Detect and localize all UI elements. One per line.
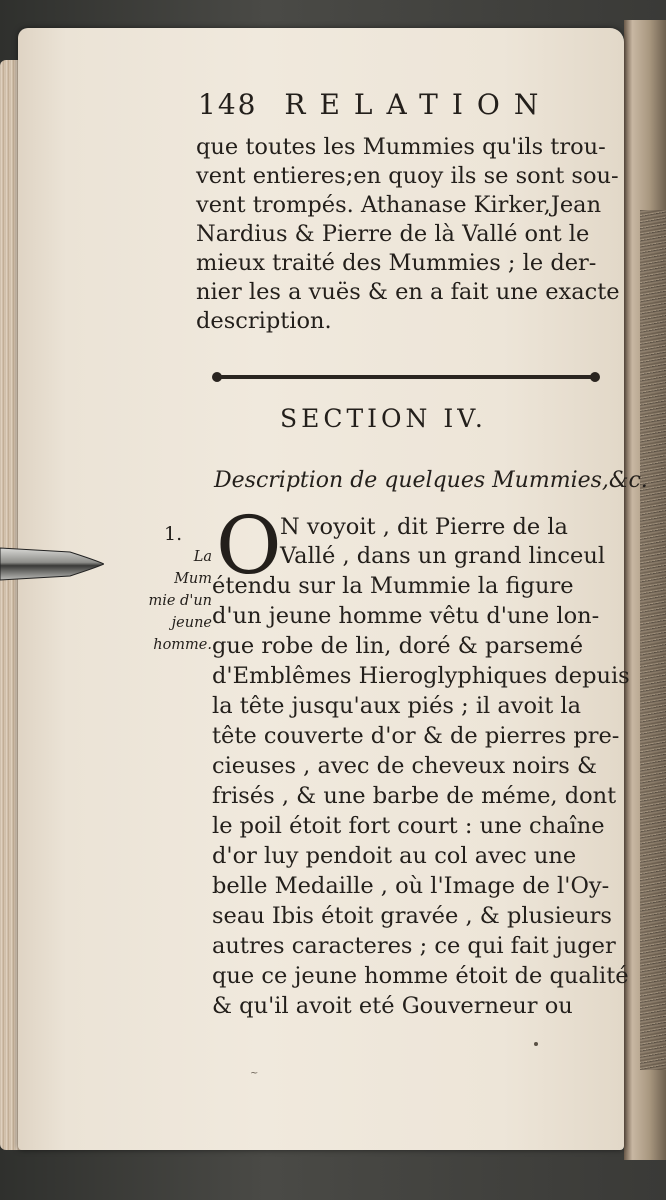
drop-cap: O (216, 499, 282, 592)
body-line: N voyoit , dit Pierre de la (280, 514, 568, 540)
margin-number: 1. (164, 523, 183, 545)
text-line: vent entieres;en quoy ils se sont sou- (196, 163, 619, 189)
metal-pointer-icon (0, 542, 104, 586)
body-line: que ce jeune homme étoit de qualité (212, 963, 629, 989)
page-number: 148 (198, 88, 258, 121)
body-line: cieuses , avec de cheveux noirs & (212, 753, 598, 779)
body-line: tête couverte d'or & de pierres pre- (212, 723, 620, 749)
body-line: la tête jusqu'aux piés ; il avoit la (212, 693, 582, 719)
text-line: Nardius & Pierre de là Vallé ont le (196, 221, 590, 247)
running-title: RELATION (284, 88, 553, 121)
body-line: Vallé , dans un grand linceul (280, 543, 606, 569)
body-line: seau Ibis étoit gravée , & plusieurs (212, 903, 612, 929)
margin-note-line: Mum (174, 571, 212, 587)
book-page (18, 28, 648, 1150)
margin-note-line: La (193, 549, 212, 565)
body-line: frisés , & une barbe de méme, dont (212, 783, 617, 809)
body-line: & qu'il avoit eté Gouverneur ou (212, 993, 573, 1019)
margin-note-line: homme. (153, 637, 212, 653)
text-line: nier les a vuës & en a fait une exacte (196, 279, 620, 305)
running-header (198, 88, 552, 121)
text-line: description. (196, 308, 332, 334)
body-line: belle Medaille , où l'Image de l'Oy- (212, 873, 610, 899)
ink-dot (534, 1042, 538, 1046)
page-text (18, 28, 648, 1150)
text-line: que toutes les Mummies qu'ils trou- (196, 134, 606, 160)
body-line: étendu sur la Mummie la figure (212, 573, 574, 599)
text-line: mieux traité des Mummies ; le der- (196, 250, 597, 276)
body-line: le poil étoit fort court : une chaîne (212, 813, 605, 839)
facing-engraving-edge (640, 210, 666, 1070)
body-line: d'un jeune homme vêtu d'une lon- (212, 603, 600, 629)
section-subheading: Description de quelques Mummies,&c. (214, 468, 648, 493)
body-line: gue robe de lin, doré & parsemé (212, 633, 584, 659)
ornamental-rule (216, 375, 596, 379)
text-line: vent trompés. Athanase Kirker,Jean (196, 192, 602, 218)
section-heading: SECTION IV. (280, 404, 487, 433)
margin-note-line: mie d'un (148, 593, 212, 609)
faint-mark: ~ (250, 1068, 259, 1079)
body-line: autres caracteres ; ce qui fait juger (212, 933, 616, 959)
body-line: d'or luy pendoit au col avec une (212, 843, 577, 869)
margin-note-line: jeune (171, 615, 212, 631)
body-line: d'Emblêmes Hieroglyphiques depuis (212, 663, 630, 689)
